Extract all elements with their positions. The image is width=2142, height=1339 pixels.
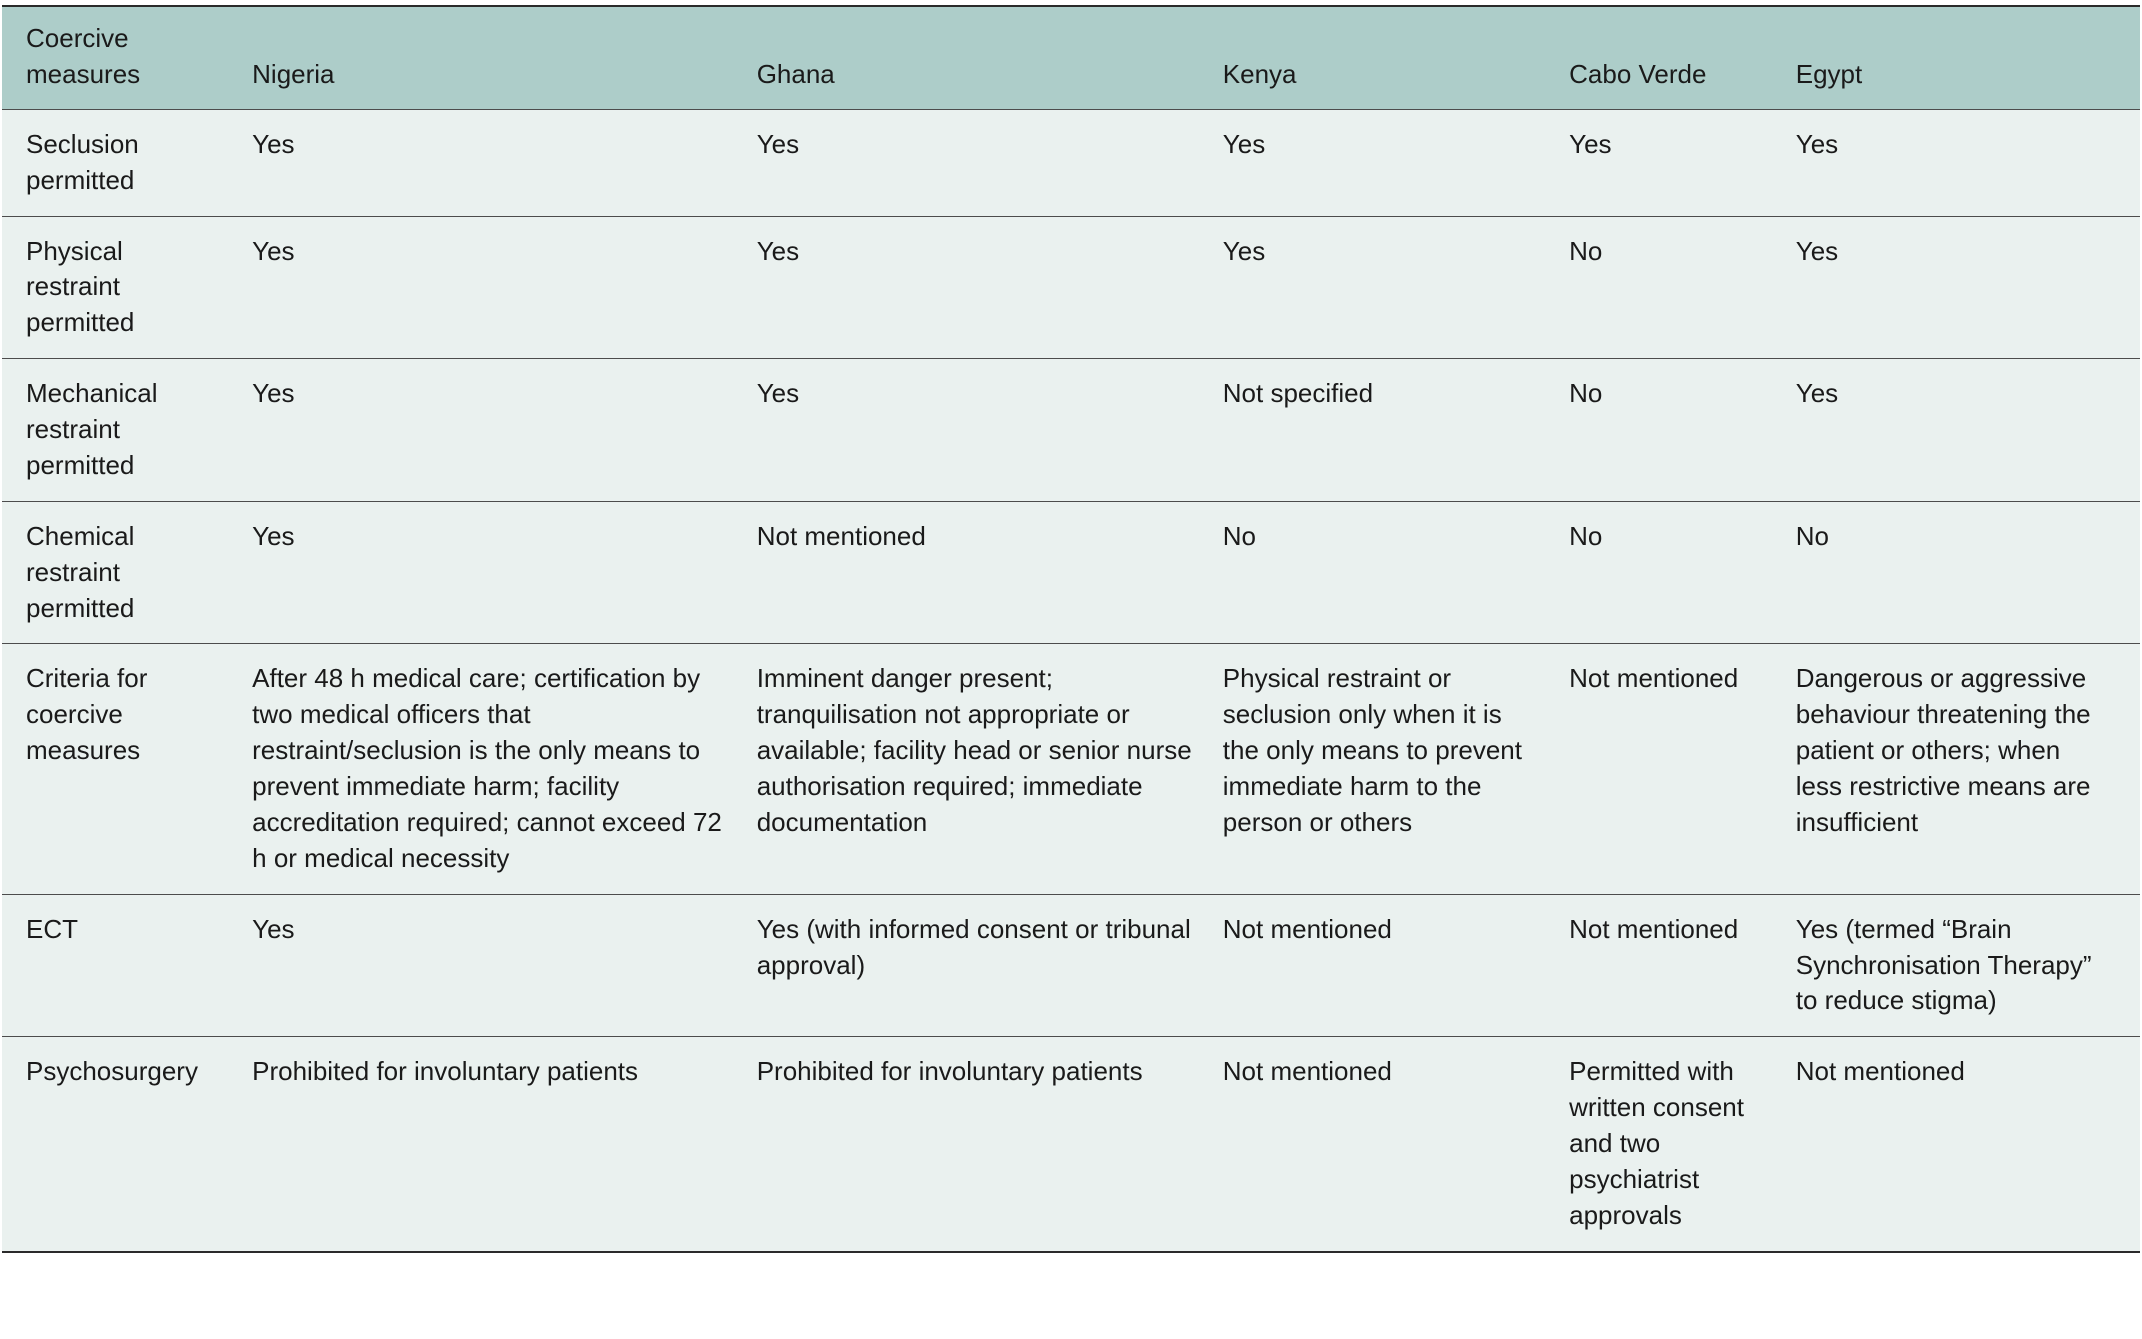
table-cell: Not mentioned (1569, 894, 1796, 1037)
table-cell: Not specified (1223, 359, 1569, 502)
table-cell: Yes (252, 216, 757, 359)
column-header-ghana: Ghana (757, 6, 1223, 109)
table-cell: Yes (1796, 109, 2140, 216)
table-cell: Yes (757, 216, 1223, 359)
table-cell: Yes (1223, 109, 1569, 216)
column-header-coercive-measures: Coercive measures (2, 6, 252, 109)
table-cell: No (1569, 216, 1796, 359)
column-header-cabo-verde: Cabo Verde (1569, 6, 1796, 109)
row-header: Seclusion permitted (2, 109, 252, 216)
table-row-criteria (2, 644, 2140, 894)
table-cell: Not mentioned (1223, 1037, 1569, 1252)
table-cell: Yes (252, 501, 757, 644)
coercive-measures-comparison-table (2, 5, 2140, 1253)
table-cell: Yes (1223, 216, 1569, 359)
table-cell: Not mentioned (1796, 1037, 2140, 1252)
table-row-chemical-restraint (2, 501, 2140, 644)
table-cell: Yes (252, 894, 757, 1037)
column-header-kenya: Kenya (1223, 6, 1569, 109)
column-header-egypt: Egypt (1796, 6, 2140, 109)
table-row-physical-restraint (2, 216, 2140, 359)
table-cell: Permitted with written consent and two psychiatrist approvals (1569, 1037, 1796, 1252)
row-header: ECT (2, 894, 252, 1037)
row-header: Psychosurgery (2, 1037, 252, 1252)
table-row-mechanical-restraint (2, 359, 2140, 502)
table-cell: Yes (757, 359, 1223, 502)
table-cell: Yes (757, 109, 1223, 216)
table-cell: Imminent danger present; tranquilisation not appropriate or available; facility head or senior nurse authorisation required; immediate documentation (757, 644, 1223, 894)
table-row-psychosurgery (2, 1037, 2140, 1252)
table-cell: Not mentioned (1569, 644, 1796, 894)
table-cell: Physical restraint or seclusion only when it is the only means to prevent immediate harm to the person or others (1223, 644, 1569, 894)
row-header: Mechanical restraint permitted (2, 359, 252, 502)
table-row-seclusion (2, 109, 2140, 216)
row-header: Physical restraint permitted (2, 216, 252, 359)
header-row (2, 6, 2140, 109)
table-row-ect (2, 894, 2140, 1037)
table-cell: Dangerous or aggressive behaviour threatening the patient or others; when less restrictive means are insufficient (1796, 644, 2140, 894)
table-cell: After 48 h medical care; certification by two medical officers that restraint/seclusion is the only means to prevent immediate harm; facility accreditation required; cannot exceed 72 h or medical necessity (252, 644, 757, 894)
table-cell: Prohibited for involuntary patients (757, 1037, 1223, 1252)
table-cell: Yes (252, 109, 757, 216)
table-cell: Yes (with informed consent or tribunal approval) (757, 894, 1223, 1037)
table-cell: Not mentioned (1223, 894, 1569, 1037)
row-header: Criteria for coercive measures (2, 644, 252, 894)
table-cell: No (1796, 501, 2140, 644)
table-cell: No (1569, 359, 1796, 502)
column-header-nigeria: Nigeria (252, 6, 757, 109)
table-cell: Yes (252, 359, 757, 502)
table-cell: Yes (1796, 216, 2140, 359)
row-header: Chemical restraint permitted (2, 501, 252, 644)
table-cell: Yes (termed “Brain Synchronisation Therapy” to reduce stigma) (1796, 894, 2140, 1037)
table-cell: Prohibited for involuntary patients (252, 1037, 757, 1252)
table-cell: Yes (1569, 109, 1796, 216)
table-cell: No (1569, 501, 1796, 644)
table-cell: Not mentioned (757, 501, 1223, 644)
table-cell: Yes (1796, 359, 2140, 502)
table-cell: No (1223, 501, 1569, 644)
